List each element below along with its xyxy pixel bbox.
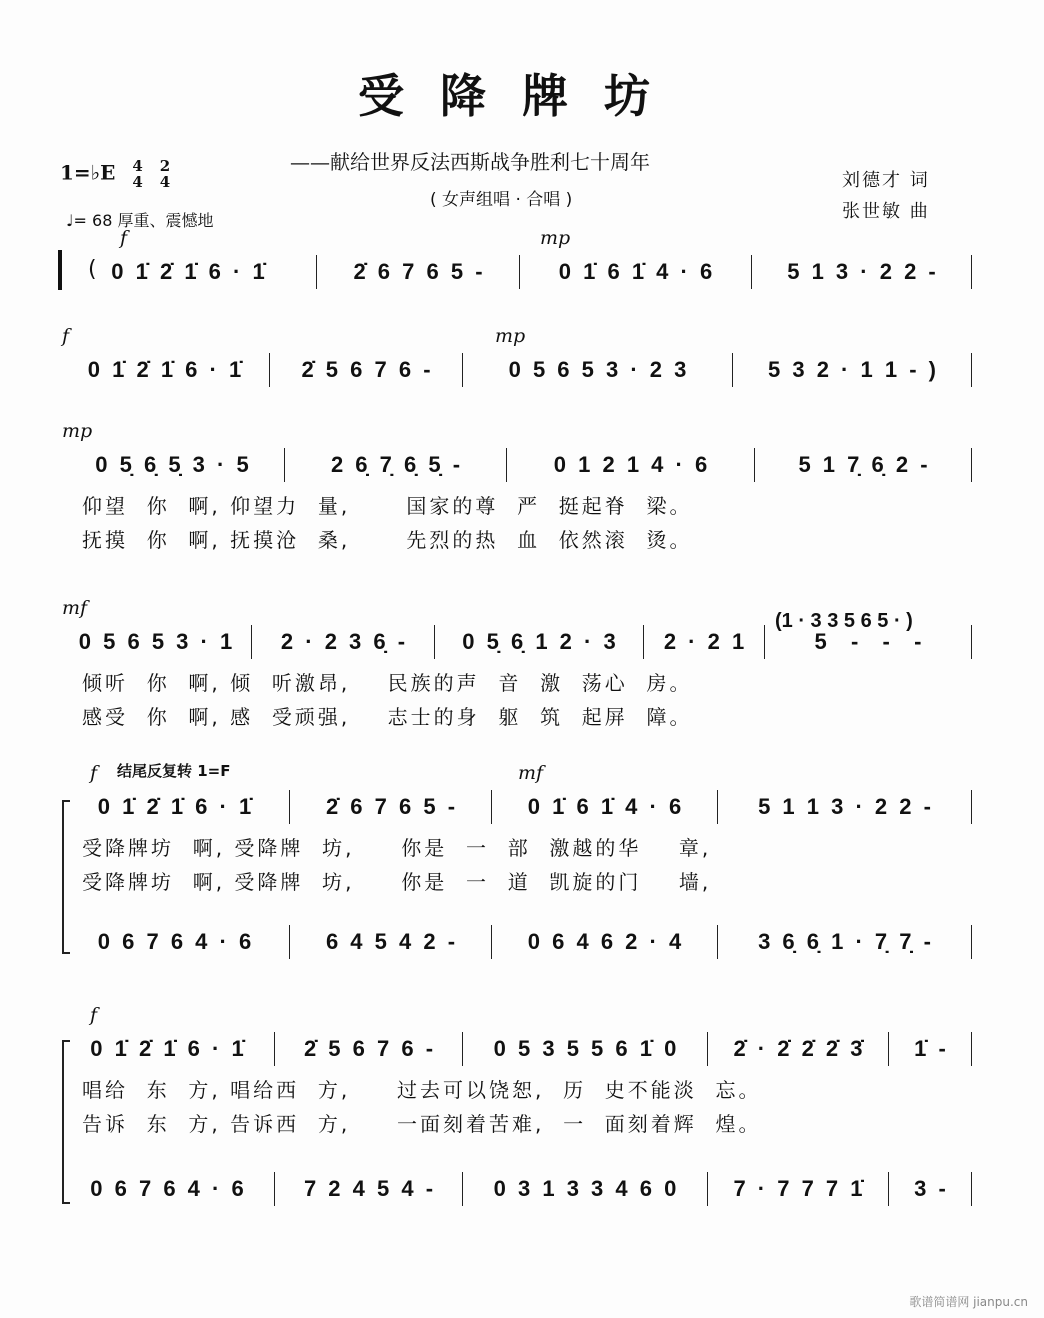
measure bbox=[60, 1172, 275, 1206]
measure-notes: 5 - - - bbox=[814, 629, 922, 654]
tempo-marking: ♩= 68 厚重、震憾地 bbox=[66, 211, 214, 230]
notation-system bbox=[60, 1172, 973, 1206]
measure bbox=[317, 255, 520, 289]
notation-system bbox=[60, 625, 973, 659]
lyric-line: 受降牌坊 啊, 受降牌 坊, 你是 一 道 凯旋的门 墙, bbox=[82, 870, 712, 894]
measure-notes: 0 5 3 5 5 6 1̇ 0 bbox=[493, 1036, 677, 1061]
watermark: 歌谱简谱网 jianpu.cn bbox=[909, 1295, 1028, 1309]
lyric-line: 仰望 你 啊, 仰望力 量, 国家的尊 严 挺起脊 梁。 bbox=[82, 494, 693, 518]
measure-notes: 0 5 6 5 3 · 1 bbox=[78, 629, 233, 654]
measure-notes: 0 6 7 6 4 · 6 bbox=[90, 1176, 244, 1201]
measure-notes: 0 3 1 3 3 4 6 0 bbox=[493, 1176, 677, 1201]
dynamic-marking: f bbox=[90, 1004, 98, 1026]
measure-notes: 2̇ 6 7 6 5 - bbox=[325, 794, 456, 819]
lyric-line: 抚摸 你 啊, 抚摸沧 桑, 先烈的热 血 依然滚 烫。 bbox=[82, 528, 693, 552]
measure bbox=[60, 448, 285, 482]
measure-notes: 2̇ · 2̇ 2̇ 2̇ 3̇ bbox=[733, 1036, 863, 1061]
measure bbox=[492, 925, 718, 959]
measure-notes: 0 6 4 6 2 · 4 bbox=[527, 929, 682, 954]
measure-notes: 0 6 7 6 4 · 6 bbox=[97, 929, 252, 954]
measure-notes: 0 1̇ 6 1̇ 4 · 6 bbox=[527, 794, 682, 819]
ts-bottom: 4 bbox=[132, 173, 143, 191]
measure bbox=[765, 625, 972, 659]
time-signature-2 bbox=[160, 158, 170, 190]
measure-notes: 0 1̇ 2̇ 1̇ 6 · 1̇ bbox=[90, 1036, 244, 1061]
measure-notes: 2 · 2 3 6̣ - bbox=[280, 629, 406, 654]
measure bbox=[285, 448, 507, 482]
dynamic-marking: mp bbox=[495, 325, 526, 347]
measure bbox=[60, 790, 290, 824]
measure-notes: 0 1 2 1 4 · 6 bbox=[553, 452, 708, 477]
measure bbox=[644, 625, 765, 659]
lyric-line: 受降牌坊 啊, 受降牌 坊, 你是 一 部 激越的华 章, bbox=[82, 836, 712, 860]
measure bbox=[463, 1032, 708, 1066]
measure bbox=[718, 925, 972, 959]
measure-notes: 0 1̇ 2̇ 1̇ 6 · 1̇ bbox=[97, 794, 252, 819]
measure bbox=[60, 925, 290, 959]
measure-notes: 7 · 7 7 7 1̇ bbox=[733, 1176, 863, 1201]
measure-notes: 5 1 3 · 2 2 - bbox=[787, 259, 936, 284]
dynamic-marking: mp bbox=[62, 420, 93, 442]
key-text: 1=♭E bbox=[60, 160, 116, 185]
measure-notes: 0 5 6 5 3 · 2 3 bbox=[508, 357, 687, 382]
measure bbox=[520, 255, 752, 289]
measure-notes: 0 5̣ 6̣ 5̣ 3 · 5 bbox=[95, 452, 249, 477]
measure-notes: 5 3 2 · 1 1 - ) bbox=[768, 357, 936, 382]
measure bbox=[718, 790, 972, 824]
measure-notes: 5 1 1 3 · 2 2 - bbox=[758, 794, 931, 819]
measure-notes: 3 - bbox=[914, 1176, 946, 1201]
measure bbox=[275, 1172, 463, 1206]
time-signature-1 bbox=[132, 158, 142, 190]
measure-notes: 2̇ 5 6 7 6 - bbox=[301, 357, 431, 382]
measure-notes: 7 2 4 5 4 - bbox=[303, 1176, 434, 1201]
dynamic-marking: f bbox=[62, 325, 70, 347]
measure bbox=[290, 790, 492, 824]
measure-notes: 6 4 5 4 2 - bbox=[325, 929, 456, 954]
measure bbox=[507, 448, 755, 482]
measure bbox=[733, 353, 972, 387]
measure bbox=[60, 353, 270, 387]
measure-notes: 2 6̣ 7̣ 6̣ 5̣ - bbox=[330, 452, 461, 477]
lyricist: 刘德才 词 bbox=[842, 170, 930, 191]
ts-top: 4 bbox=[132, 157, 143, 175]
measure bbox=[60, 255, 317, 289]
measure-notes: 0 1̇ 2̇ 1̇ 6 · 1̇ bbox=[87, 357, 242, 382]
measure bbox=[708, 1172, 889, 1206]
measure bbox=[889, 1032, 972, 1066]
interlude: (1 · 3 3 5 6 5 · ) bbox=[775, 610, 913, 632]
measure bbox=[290, 925, 492, 959]
notation-system bbox=[60, 790, 973, 824]
measure bbox=[889, 1172, 972, 1206]
dynamic-marking: mp bbox=[540, 227, 571, 249]
dynamic-marking: mf bbox=[62, 597, 88, 619]
measure-notes: 2̇ 6 7 6 5 - bbox=[353, 259, 483, 284]
measure bbox=[435, 625, 644, 659]
measure-notes: 3 6̣ 6̣ 1 · 7̣ 7̣ - bbox=[758, 929, 931, 954]
lyric-line: 告诉 东 方, 告诉西 方, 一面刻着苦难, 一 面刻着辉 煌。 bbox=[82, 1112, 762, 1136]
song-title: 受降牌坊 bbox=[358, 69, 686, 123]
modulation-note: 结尾反复转 1=F bbox=[117, 762, 231, 780]
measure bbox=[755, 448, 972, 482]
measure-notes: 1̇ - bbox=[914, 1036, 946, 1061]
performance-note: ( 女声组唱 · 合唱 ) bbox=[430, 190, 573, 210]
dynamic-marking: f bbox=[120, 227, 128, 249]
measure bbox=[270, 353, 463, 387]
notation-system bbox=[60, 925, 973, 959]
notation-system bbox=[60, 448, 973, 482]
subtitle: ——献给世界反法西斯战争胜利七十周年 bbox=[290, 150, 650, 174]
dynamic-marking: f bbox=[90, 762, 98, 784]
measure-notes: 2 · 2 1 bbox=[663, 629, 745, 654]
measure-notes: 2̇ 5 6 7 6 - bbox=[303, 1036, 434, 1061]
dynamic-marking: mf bbox=[518, 762, 544, 784]
lyric-line: 感受 你 啊, 感 受顽强, 志士的身 躯 筑 起屏 障。 bbox=[82, 705, 693, 729]
measure-notes: 0 1̇ 2̇ 1̇ 6 · 1̇ bbox=[111, 259, 265, 284]
notation-system bbox=[60, 353, 973, 387]
measure bbox=[752, 255, 972, 289]
composer: 张世敏 曲 bbox=[842, 201, 930, 222]
opening-parenthesis: ( bbox=[88, 257, 97, 282]
ts-top: 2 bbox=[159, 157, 171, 175]
lyric-line: 唱给 东 方, 唱给西 方, 过去可以饶恕, 历 史不能淡 忘。 bbox=[82, 1078, 762, 1102]
measure bbox=[708, 1032, 889, 1066]
measure-notes: 0 1̇ 6 1̇ 4 · 6 bbox=[558, 259, 713, 284]
measure-notes: 5 1 7̣ 6̣ 2 - bbox=[798, 452, 928, 477]
measure bbox=[60, 1032, 275, 1066]
ts-bottom: 4 bbox=[159, 173, 171, 191]
notation-system bbox=[60, 255, 973, 289]
lyric-line: 倾听 你 啊, 倾 听激昂, 民族的声 音 激 荡心 房。 bbox=[82, 671, 693, 695]
measure bbox=[463, 1172, 708, 1206]
measure bbox=[60, 625, 252, 659]
measure bbox=[463, 353, 733, 387]
measure bbox=[492, 790, 718, 824]
measure-notes: 0 5̣ 6̣ 1 2 · 3 bbox=[462, 629, 616, 654]
key-signature bbox=[60, 158, 170, 190]
measure bbox=[275, 1032, 463, 1066]
notation-system bbox=[60, 1032, 973, 1066]
measure bbox=[252, 625, 435, 659]
